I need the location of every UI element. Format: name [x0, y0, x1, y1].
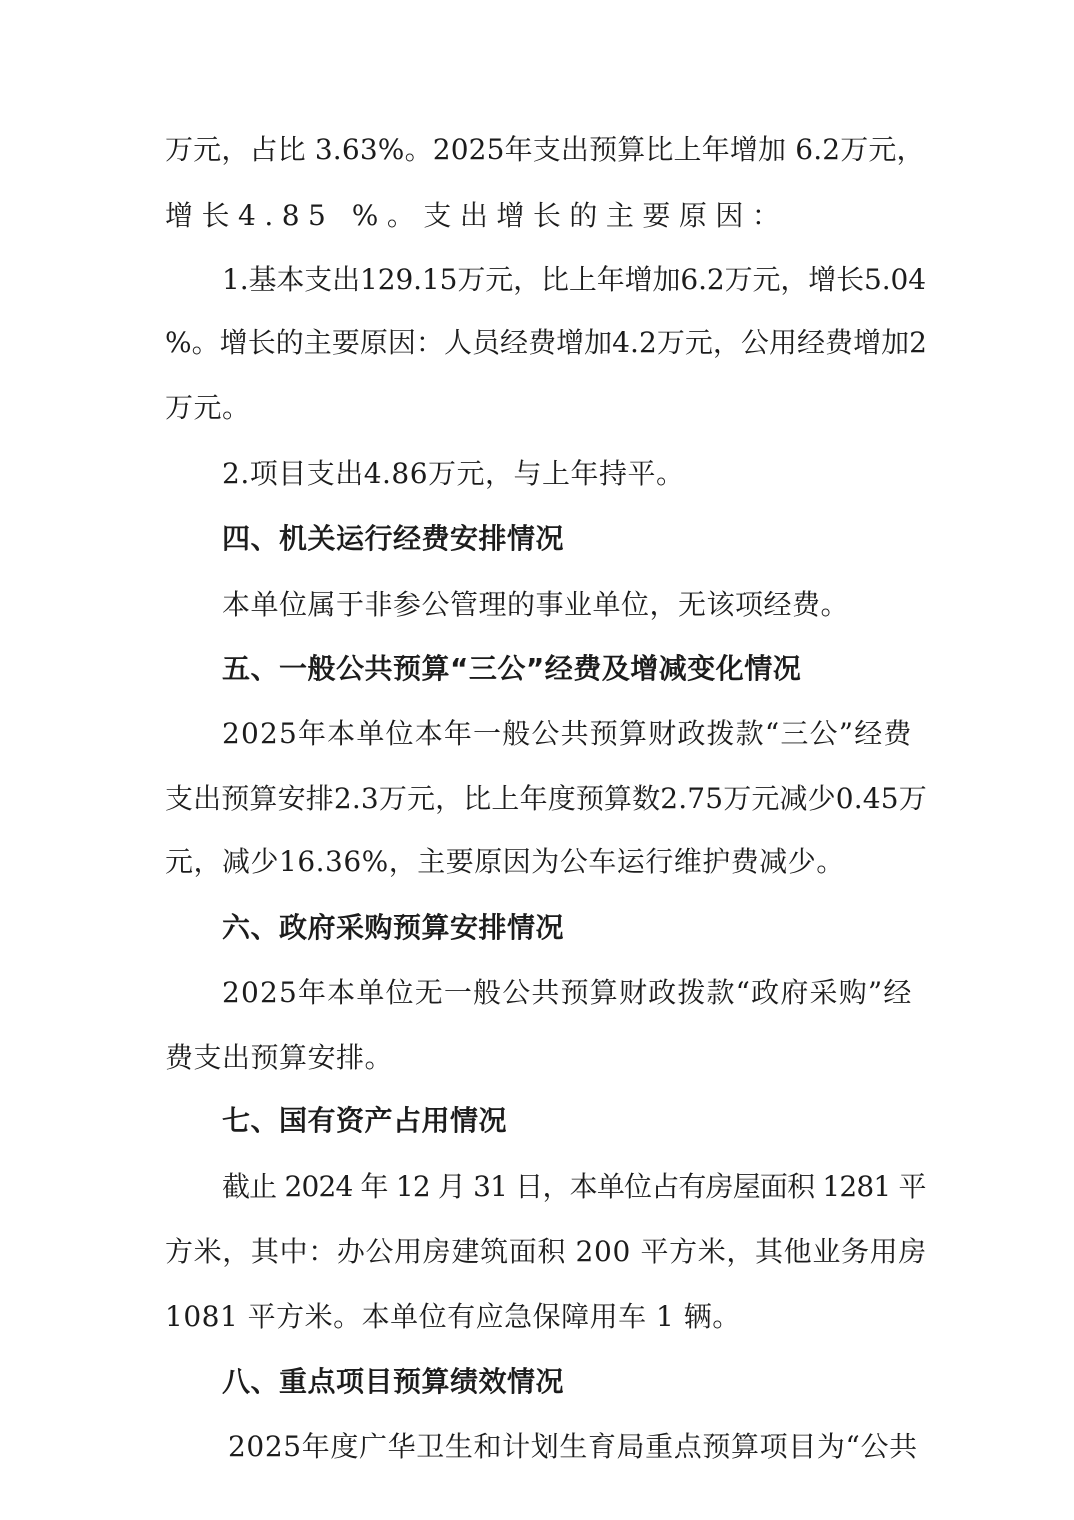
text-line: 2025年度广华卫生和计划生育局重点预算项目为“公共: [228, 1430, 918, 1463]
text-line: 本单位属于非参公管理的事业单位，无该项经费。: [222, 588, 850, 621]
section-heading: 五、一般公共预算“三公”经费及增减变化情况: [222, 652, 802, 685]
text-line: 1.基本支出129.15万元，比上年增加6.2万元，增长5.04: [222, 263, 926, 296]
section-heading: 八、重点项目预算绩效情况: [222, 1365, 565, 1398]
text-line: 万元，占比 3.63%。2025年支出预算比上年增加 6.2万元，: [165, 133, 925, 166]
section-heading: 七、国有资产占用情况: [222, 1104, 508, 1137]
text-line: 万元。: [165, 391, 251, 424]
text-line: 2.项目支出4.86万元，与上年持平。: [222, 457, 685, 490]
text-line: 费支出预算安排。: [165, 1041, 394, 1074]
text-line: 2025年本单位无一般公共预算财政拨款“政府采购”经: [222, 976, 913, 1009]
text-line: %。增长的主要原因：人员经费增加4.2万元，公用经费增加2: [165, 326, 927, 359]
section-heading: 六、政府采购预算安排情况: [222, 911, 565, 944]
text-line: 2025年本单位本年一般公共预算财政拨款“三公”经费: [222, 717, 913, 750]
text-line: 增长4.85 %。支出增长的主要原因：: [165, 199, 789, 232]
text-line: 截止 2024 年 12 月 31 日，本单位占有房屋面积 1281 平: [222, 1170, 926, 1203]
text-line: 方米，其中：办公用房建筑面积 200 平方米，其他业务用房: [165, 1235, 927, 1268]
text-line: 支出预算安排2.3万元，比上年度预算数2.75万元减少0.45万: [165, 782, 927, 815]
section-heading: 四、机关运行经费安排情况: [222, 522, 565, 555]
text-line: 元，减少16.36%，主要原因为公车运行维护费减少。: [165, 845, 845, 878]
text-line: 1081 平方米。本单位有应急保障用车 1 辆。: [165, 1300, 741, 1333]
